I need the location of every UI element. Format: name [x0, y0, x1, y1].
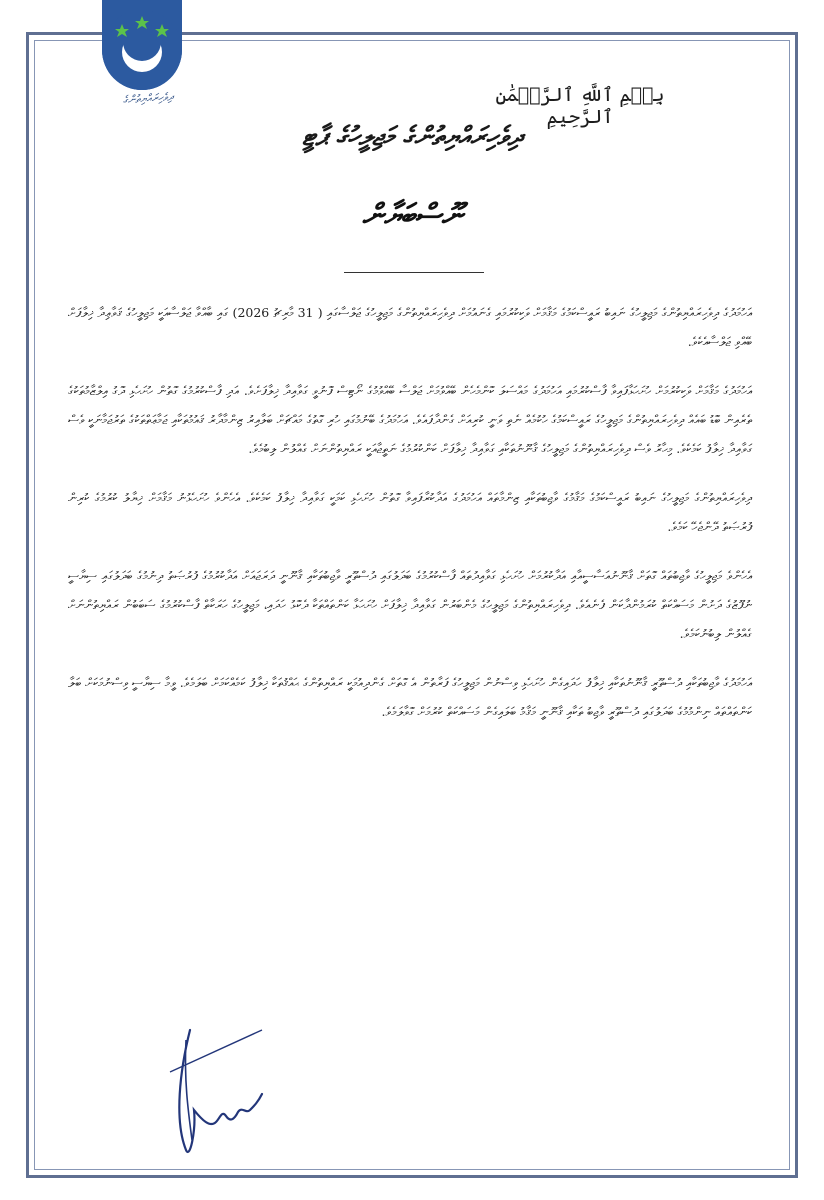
body-paragraph: ދިވެހިރައްޔިތުންގެ މަޖިލީހުގެ ނައިބު ރައީސްކަމުގެ މަޤާމުގެ ވާޖިބުތަކާއި ޒިންމާތައް އަހުމަދުގެ އަދާކުރާފައިވާ ގޮތުން ހުށަހެޅި ކަމަކީ ގަވާއިދާ ޚިލާފު ކަމެކެވެ. އެހެންވެ ހުށަހެޅުނު މަޤާމަށް ޚިޔާލު ކުރުމުގެ ކުރިން ފުރުޞަތު ދޭންޖެހޭ ކަމެވެ. [68, 490, 752, 534]
basmala: بِسۡمِ ٱللَّهِ ٱلرَّحۡمَٰنِ ٱلرَّحِيمِ [495, 84, 665, 128]
body-paragraph: އަހުމަދުގެ ވާޖިބުތަކާއި ދުސްތޫރީ ޤާނޫނުތަކާއި ޚިލާފު ހަދައިގެން ހުށަހެޅި ވިސްނުން މަޖިލީހުގެ ފަރާތުން އެ ގޮތަށް ގެންދިއުމަކީ ރައްޔިތުންގެ ޙައްޤުތަކާ ޚިލާފު ކަމެއްކަމަށް ބަލަމެވެ. ވީމާ ސިޔާސީ ވިސްނުމަކަށް ބަލާ ކަންތައްތައް ނިންމުމުގެ ބަދަލުގައި ދުސްތޫރީ ވާޖިބު ތަކާއި ޤާނޫނީ މަޤާމު ބަލައިގެން މަސައްކަތް ކުރުމަށް ގޮވާލަމެވެ. [68, 675, 752, 719]
title-underline [344, 272, 484, 273]
body-paragraph: އެހެންވެ މަޖިލީހުގެ ވާޖިބުތައް ގޮތަށް ޤާނޫނުއަސާސީއާއި އަދާކުރުމަށް ހުށަހެޅި ގަވާއިދުތައް ފާސްކުރުމުގެ ބަދަލުގައި ދުސްތޫރީ ވާޖިބުތަކާއި ޤާނޫނީ ދަރަޖައަށް އަދާކުރުމުގެ ފުރުޞަތު ދިނުމުގެ ބަދަލުގައި ސިޔާސީ ނުފޫޒުގެ ދަށުން މަސައްކަތް ކުރަމުންދާކަން ފެނެއެވެ. ދިވެހިރައްޔިތުންގެ މަޖިލީހުގެ މެންބަރުން ގަވާއިދާ ޚިލާފަށް ހުށަހަޅާ ކަންތައްތަކާ ދެކޮޅު ހަދައި، މަޖިލީހުގެ ހަރަކާތް ފާސްކުރުމުގެ ސަބަބުން ރައްޔިތުންނަށް ގެއްލުން ލިބުނުކަމެވެ. [68, 568, 752, 641]
party-name-heading: ދިވެހިރައްޔިތުންގެ މަޖިލީހުގެ ޕާޓީ [302, 122, 522, 152]
handwritten-signature-icon [150, 1010, 280, 1160]
document-title: ނޫސްބަޔާން [362, 198, 462, 233]
signature [150, 1010, 280, 1160]
body-paragraph: އަހުމަދުގެ ދިވެހިރައްޔިތުންގެ މަޖިލީހުގެ ނައިބު ރައީސްކަމުގެ މަޤާމަށް ވަކިކުރުމައި ގެނައުމަށް ދިވެހިރައްޔިތުންގެ މަޖިލީހުގެ ޖަލްސާގައި ( 31 މާރިޗު 2026) ގައި ބާއްވާ ޖަލްސާއަކީ މަޖިލީހުގެ ޤަވާޢިދާ ޚިލާފަށް ބޭއްވި ޖަލްސާއެކެވެ. [68, 305, 752, 349]
body-paragraph: އަހުމަދުގެ މަޤާމަށް ވަކިކުރުމަށް ހުށަހަޅާފައިވާ ފާސްކުރުމައި އަހުމަދުގެ މައްސަލަ ކޮންމެހެން ބޭއްވުމަށް ޖަލްސާ ބޭއްވުމުގެ ނޯޓިސް ފޮނުވީ ގަވާއިދާ ޚިލާފަށެވެ. އަދި ފާސްކުރުމުގެ ގޮތުން ހުށަހެޅި ދޮގު އިލްޒާމުތަކުގެ ތެރެއިން ބޮޑު ބައެއް ދިވެހިރައްޔިތުންގެ މަޖިލީހުގެ ރައީސްކަމުގެ ހުކުމެއް ނެތި ވަނީ ކުރިއަށް ގެންދާފައެވެ. އަހުމަދުގެ ބޭނުމުގައި ހުރި ގޮތުގެ މައްޗަށް ބަލާއިރު ޒިންމާދާރު ޤައުމުތަކާއި ޖަމާޢަތްތަކުގެ ތަރުޖަމާނަކީ ވެސް ގަވާއިދާ ޚިލާފު ކަމެކެވެ. މިހާރު ވެސް ދިވެހިރައްޔިތުންގެ މަޖިލީހުގެ ޤާނޫނުތަކާއި ގަވާއިދާ ޚިލާފަށް ކަންކުރުމުގެ ނަތީޖާއަކީ ރައްޔިތުންނަށް ގެއްލުން ލިބުމެވެ. [68, 383, 752, 456]
logo-caption: ދިވެހިރައްޔިތުންގެ [122, 90, 174, 107]
press-release-body [68, 298, 752, 746]
